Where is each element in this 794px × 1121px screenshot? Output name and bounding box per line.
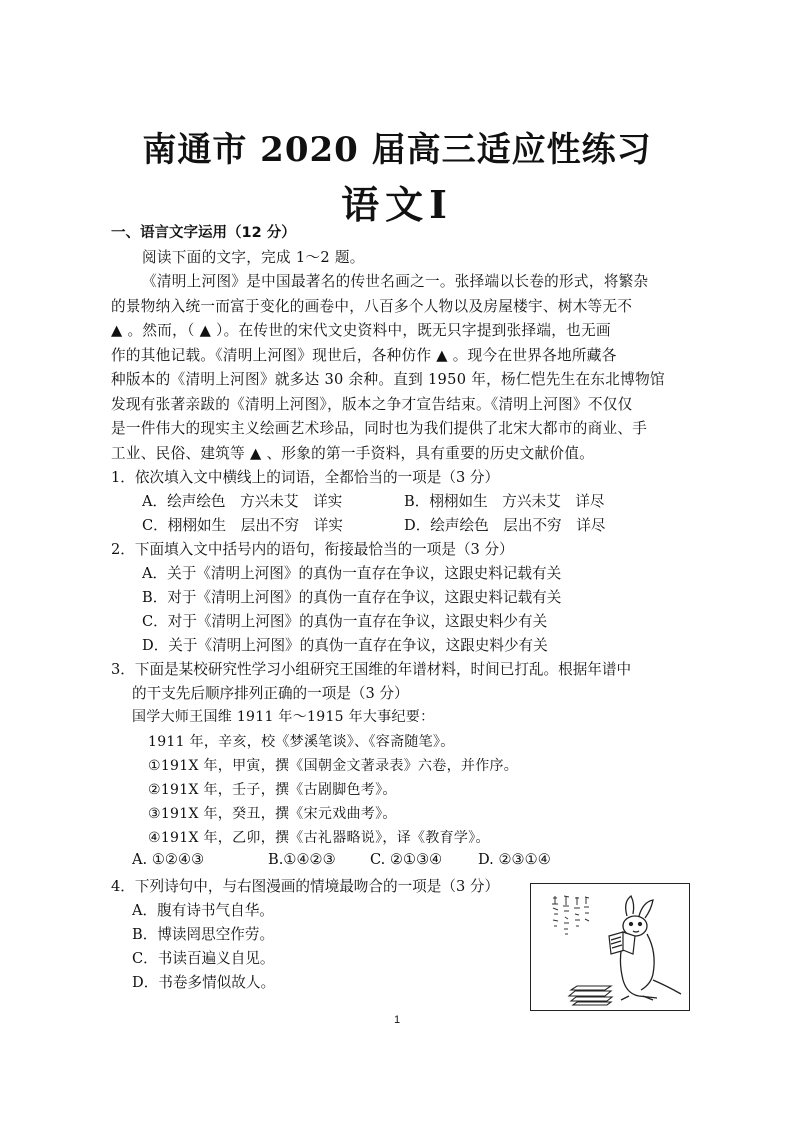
q2-option-d: D．关于《清明上河图》的真伪一直存在争议，这跟史料少有关: [142, 637, 548, 654]
q3-option-c: C. ②①③④: [370, 851, 443, 868]
question-3-stem-cont: 的干支先后顺序排列正确的一项是（3 分）: [132, 685, 409, 702]
q4-option-b: B．博读罔思空作劳。: [132, 926, 275, 943]
q4-option-d: D．书卷多情似故人。: [132, 974, 276, 991]
question-3-stem: 3．下面是某校研究性学习小组研究王国维的年谱材料，时间已打乱。根据年谱中: [111, 661, 632, 678]
q4-option-a: A．腹有诗书气自华。: [132, 902, 274, 919]
material-title: 国学大师王国维 1911 年～1915 年大事纪要：: [132, 709, 435, 725]
material-entry: ①191X 年，甲寅，撰《国朝金文著录表》六卷，并作序。: [148, 758, 519, 774]
passage-line: 《清明上河图》是中国最著名的传世名画之一。张择端以长卷的形式，将繁杂: [142, 273, 649, 290]
material-entry: ③191X 年，癸丑，撰《宋元戏曲考》。: [148, 806, 397, 822]
q1-option-b: B．栩栩如生 方兴未艾 详尽: [404, 493, 605, 510]
section-heading: 一、语言文字运用（12 分）: [111, 225, 296, 241]
passage-line: 工业、民俗、建筑等 ▲ 、形象的第一手资料，具有重要的历史文献价值。: [111, 445, 595, 462]
page-title: 南通市 2020 届高三适应性练习: [142, 130, 652, 170]
passage-line: 的景物纳入统一而富于变化的画卷中，八百多个人物以及房屋楼宇、树木等无不: [111, 298, 633, 315]
q1-option-c: C．栩栩如生 层出不穷 详实: [142, 517, 343, 534]
q4-option-c: C．书读百遍义自见。: [132, 950, 275, 967]
q3-option-a: A. ①②④③: [132, 851, 205, 868]
q1-option-d: D．绘声绘色 层出不穷 详尽: [404, 517, 606, 534]
page-subtitle: 语文Ⅰ: [341, 182, 453, 227]
question-1-stem: 1．依次填入文中横线上的词语，全都恰当的一项是（3 分）: [111, 469, 500, 486]
q2-option-c: C．对于《清明上河图》的真伪一直存在争议，这跟史料少有关: [142, 613, 548, 630]
passage-line: 是一件伟大的现实主义绘画艺术珍品，同时也为我们提供了北宋大都市的商业、手: [111, 420, 648, 437]
passage-line: 发现有张著亲跋的《清明上河图》，版本之争才宣告结束。《清明上河图》不仅仅: [111, 396, 633, 413]
q2-option-a: A．关于《清明上河图》的真伪一直存在争议，这跟史料记载有关: [142, 565, 562, 582]
q3-option-d: D. ②③①④: [478, 851, 551, 868]
q2-option-b: B．对于《清明上河图》的真伪一直存在争议，这跟史料记载有关: [142, 589, 562, 606]
question-4-stem: 4．下列诗句中，与右图漫画的情境最吻合的一项是（3 分）: [111, 878, 500, 895]
page-number: 1: [393, 1014, 401, 1026]
reading-intro: 阅读下面的文字，完成 1～2 题。: [142, 249, 365, 266]
material-entry: 1911 年，辛亥，校《梦溪笔谈》、《容斋随笔》。: [148, 734, 455, 750]
passage-line: 作的其他记载。《清明上河图》现世后，各种仿作 ▲ 。现今在世界各地所藏各: [111, 347, 617, 364]
material-entry: ②191X 年，壬子，撰《古剧脚色考》。: [148, 782, 397, 798]
q3-option-b: B.①④②③: [268, 851, 336, 868]
passage-line: 种版本的《清明上河图》就多达 30 余种。直到 1950 年，杨仁恺先生在东北博物馆: [111, 371, 665, 388]
cartoon-illustration: [530, 883, 690, 1011]
question-2-stem: 2．下面填入文中括号内的语句，衔接最恰当的一项是（3 分）: [111, 541, 514, 558]
q1-option-a: A．绘声绘色 方兴未艾 详实: [142, 493, 343, 510]
passage-line: ▲ 。然而，（ ▲ ）。在传世的宋代文史资料中，既无只字提到张择端，也无画: [111, 322, 611, 339]
material-entry: ④191X 年，乙卯，撰《古礼器略说》，译《教育学》。: [148, 830, 490, 846]
kangaroo-reading-icon: [531, 884, 689, 1010]
